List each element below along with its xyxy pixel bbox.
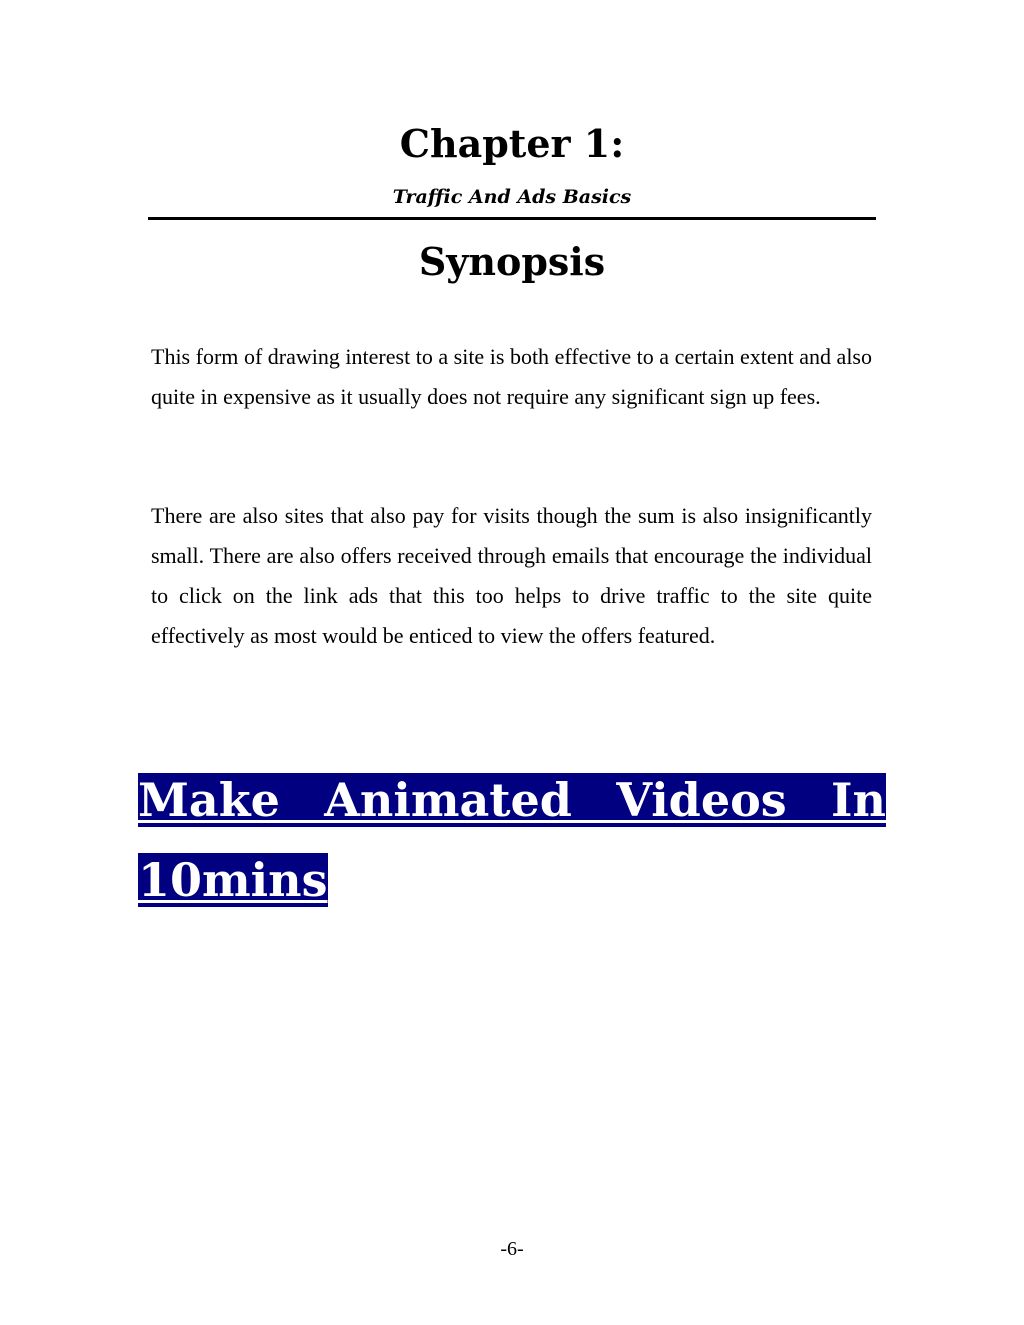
chapter-title: Chapter 1: xyxy=(399,121,625,166)
body-paragraph: This form of drawing interest to a site is both effective to a certain extent and also quite in expensive as it usually does not require any significant sign up fees. xyxy=(151,344,872,409)
promo-link-block xyxy=(138,760,886,920)
body-paragraph: There are also sites that also pay for visits though the sum is also insignificantly small. There are also offers received through emails that encourage the individual to click on the link ads that this too helps to drive traffic to the site quite effectively as most would be enticed to view the offers featured. xyxy=(151,503,872,648)
section-title: Synopsis xyxy=(418,239,606,284)
title-divider xyxy=(148,217,876,220)
promo-link[interactable]: Make Animated Videos In 10mins xyxy=(138,773,886,907)
page-number: -6- xyxy=(500,1238,524,1260)
chapter-subtitle: Traffic And Ads Basics xyxy=(392,186,632,208)
